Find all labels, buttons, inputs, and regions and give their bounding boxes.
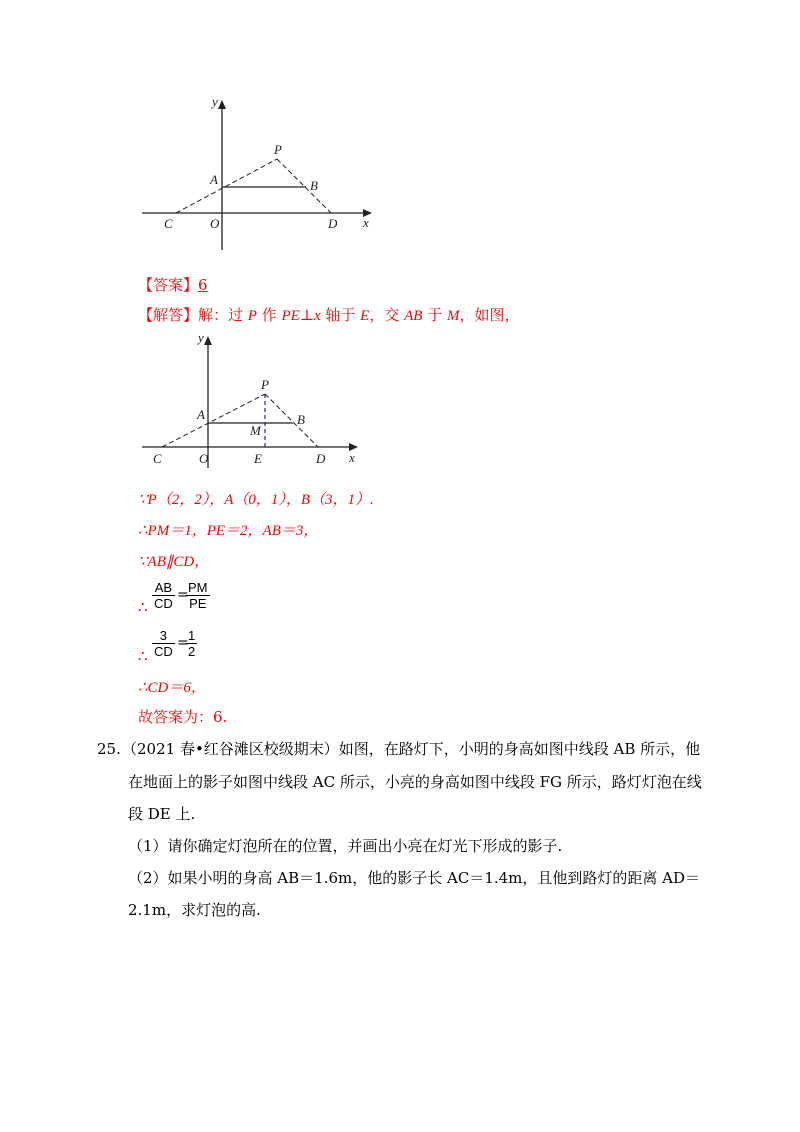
label-p: P: [274, 142, 282, 157]
step-4-therefore: ∴: [138, 598, 148, 616]
solution-text: 解：过: [198, 306, 248, 324]
fraction-denominator: CD: [154, 596, 173, 611]
label-b: B: [297, 412, 305, 427]
problem-25-line-3: 段 DE 上.: [128, 805, 196, 823]
step-5-fraction-right: [186, 628, 197, 659]
label-m: M: [250, 423, 261, 438]
figure-2: [140, 330, 380, 470]
dashed-pd: [265, 394, 318, 447]
answer-value: 6: [198, 276, 208, 294]
dashed-cp: [162, 394, 265, 447]
dashed-cp: [176, 159, 277, 213]
label-p: P: [261, 377, 269, 392]
answer-tag: 【答案】: [138, 276, 199, 294]
label-o: O: [210, 216, 220, 231]
label-x: x: [363, 215, 369, 230]
step-3: ∵AB∥CD，: [138, 554, 210, 570]
label-x: x: [349, 450, 355, 465]
solution-var: PE: [281, 308, 300, 324]
solution-var: P: [247, 308, 257, 324]
fraction-numerator: 3: [152, 628, 175, 644]
fraction-denominator: PE: [189, 596, 207, 611]
step-4-fraction-right: [186, 580, 210, 611]
solution-text: ⊥: [299, 306, 314, 324]
fraction-numerator: 1: [188, 628, 196, 643]
figure-1: [140, 92, 380, 252]
y-axis-arrow: [204, 336, 212, 345]
fraction-numerator: AB: [152, 580, 175, 596]
step-1: ∵P（2，2），A（0，1），B（3，1）.: [138, 492, 374, 508]
label-y: y: [198, 330, 204, 345]
fraction-denominator: CD: [154, 644, 173, 659]
solution-text: 轴于: [320, 306, 361, 324]
step-5-equals: =: [177, 635, 189, 651]
y-axis-arrow: [218, 100, 226, 109]
answer-line: [138, 275, 208, 295]
solution-var: AB: [404, 308, 423, 324]
solution-var: M: [447, 308, 460, 324]
label-y: y: [212, 94, 218, 109]
label-e: E: [254, 451, 262, 466]
step-5-fraction-left: [152, 628, 175, 659]
fraction-numerator: PM: [188, 580, 208, 595]
fraction-denominator: 2: [188, 644, 196, 659]
label-c: C: [164, 216, 173, 231]
solution-text: ，交: [369, 306, 405, 324]
step-4-equals: =: [177, 587, 189, 603]
step-5-therefore: ∴: [138, 647, 148, 665]
solution-text: 于: [422, 306, 447, 324]
solution-tag: 【解答】: [138, 306, 199, 324]
step-2: ∴PM＝1，PE＝2，AB＝3，: [138, 523, 319, 539]
problem-25-question-2: （2）如果小明的身高 AB＝1.6m，他的影子长 AC＝1.4m，且他到路灯的距离 AD＝: [128, 869, 701, 887]
solution-text: 作: [256, 306, 282, 324]
solution-var: x: [313, 308, 321, 324]
dashed-pd: [277, 159, 331, 213]
step-7: 故答案为：6.: [138, 708, 228, 726]
label-a: A: [197, 407, 205, 422]
label-o: O: [199, 451, 209, 466]
solution-text: ，如图，: [459, 306, 520, 324]
step-6: ∴CD＝6，: [138, 680, 206, 696]
problem-25-number: 25.: [97, 740, 121, 758]
label-a: A: [210, 172, 218, 187]
label-b: B: [310, 178, 318, 193]
step-4-fraction-left: [152, 580, 175, 611]
label-d: D: [328, 216, 338, 231]
problem-25-question-2-cont: 2.1m，求灯泡的高.: [128, 901, 261, 919]
label-c: C: [153, 451, 162, 466]
solution-line: [138, 305, 520, 326]
label-d: D: [316, 451, 326, 466]
problem-25-line-2: 在地面上的影子如图中线段 AC 所示，小亮的身高如图中线段 FG 所示，路灯灯泡在线: [128, 773, 702, 791]
solution-var: E: [360, 308, 370, 324]
problem-25-question-1: （1）请你确定灯泡所在的位置，并画出小亮在灯光下形成的影子.: [128, 837, 563, 855]
problem-25-line-1: （2021 春•红谷滩区校级期末）如图，在路灯下，小明的身高如图中线段 AB 所示，他: [122, 740, 701, 758]
